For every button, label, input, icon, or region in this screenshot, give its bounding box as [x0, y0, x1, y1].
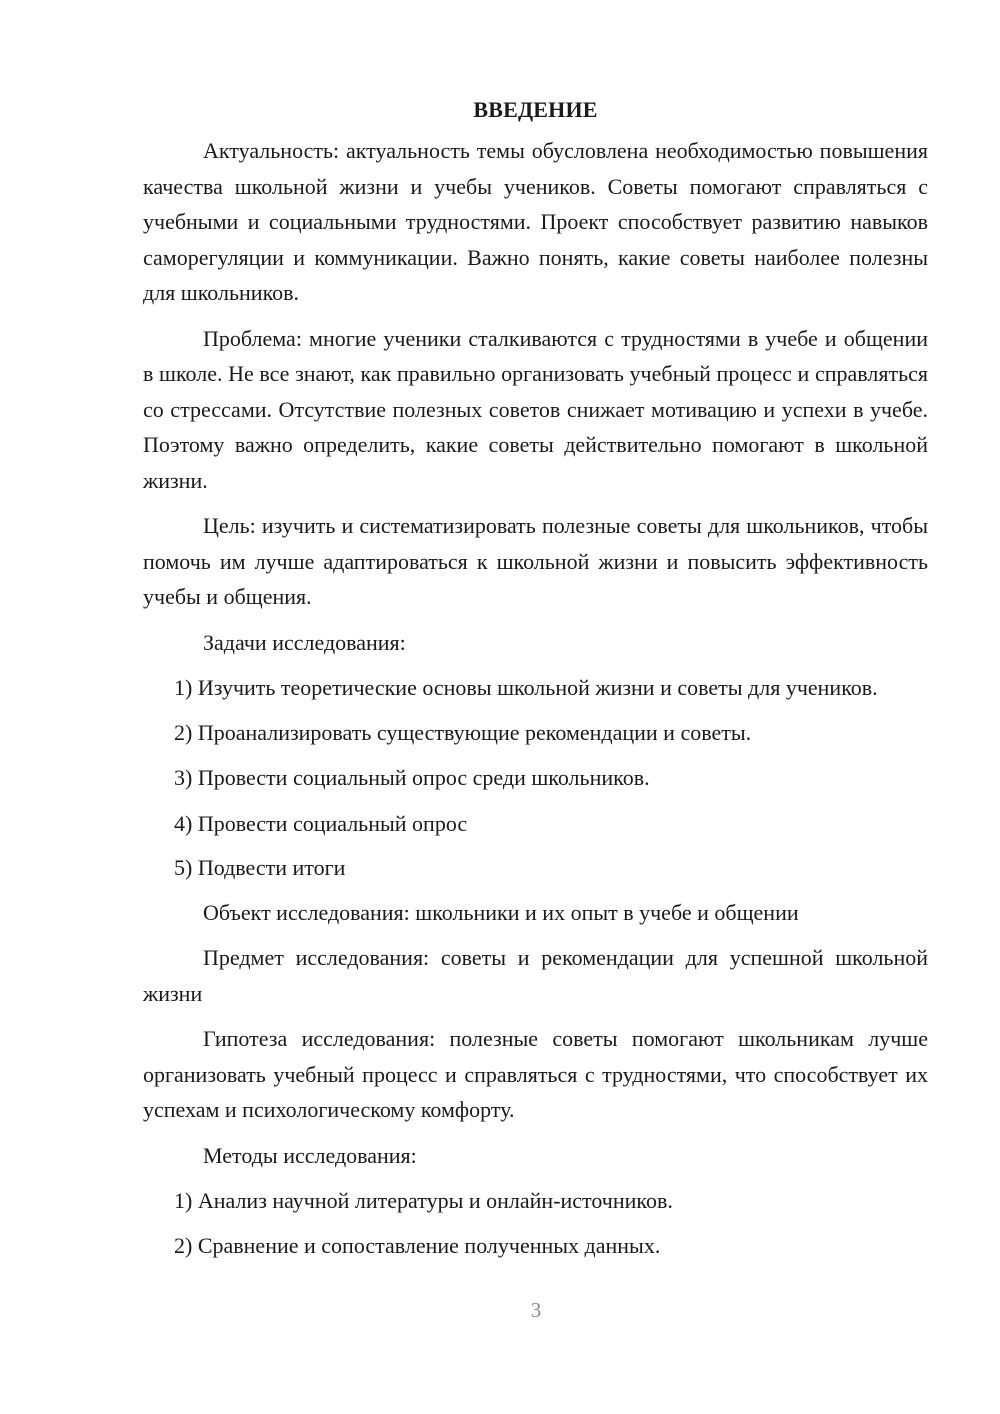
task-item-3: 3) Провести социальный опрос среди школьников. [174, 765, 650, 790]
task-item-2: 2) Проанализировать существующие рекомендации и советы. [174, 719, 752, 745]
task-item-1: 1) Изучить теоретические основы школьной жизни и советы для учеников. [174, 675, 878, 700]
method-item-2: 2) Сравнение и сопоставление полученных данных. [174, 1232, 661, 1258]
methods-heading: Методы исследования: [203, 1142, 417, 1168]
object-paragraph: Объект исследования: школьники и их опыт в учебе и общении [203, 899, 799, 925]
task-item-4: 4) Провести социальный опрос [174, 810, 468, 836]
page-number: 3 [530, 1298, 542, 1322]
task-item-5: 5) Подвести итоги [174, 855, 346, 880]
document-page [143, 92, 928, 1263]
section-title: ВВЕДЕНИЕ [473, 97, 598, 122]
goal-paragraph: Цель: изучить и систематизировать полезные советы для школьников, чтобы помочь им лучше адаптироваться к школьной жизни и повысить эффективность учебы и общения. [143, 513, 928, 609]
relevance-paragraph: Актуальность: актуальность темы обусловлена необходимостью повышения качества школьной жизни и учебы учеников. Советы помогают справляться с учебными и социальными трудностями. Проект способствует развитию навыков саморегуляции и коммуникации. Важно понять, какие советы наиболее полезны для школьников. [143, 138, 928, 305]
subject-paragraph: Предмет исследования: советы и рекомендации для успешной школьной жизни [143, 945, 928, 1006]
tasks-heading: Задачи исследования: [203, 629, 406, 655]
problem-paragraph: Проблема: многие ученики сталкиваются с трудностями в учебе и общении в школе. Не все знают, как правильно организовать учебный процесс и справляться со стрессами. Отсутствие полезных советов снижает мотивацию и успехи в учебе. Поэтому важно определить, какие советы действительно помогают в школьной жизни. [143, 325, 928, 493]
hypothesis-paragraph: Гипотеза исследования: полезные советы помогают школьникам лучше организовать учебный процесс и справляться с трудностями, что способствует их успехам и психологическому комфорту. [143, 1026, 928, 1122]
method-item-1: 1) Анализ научной литературы и онлайн-источников. [174, 1188, 673, 1213]
